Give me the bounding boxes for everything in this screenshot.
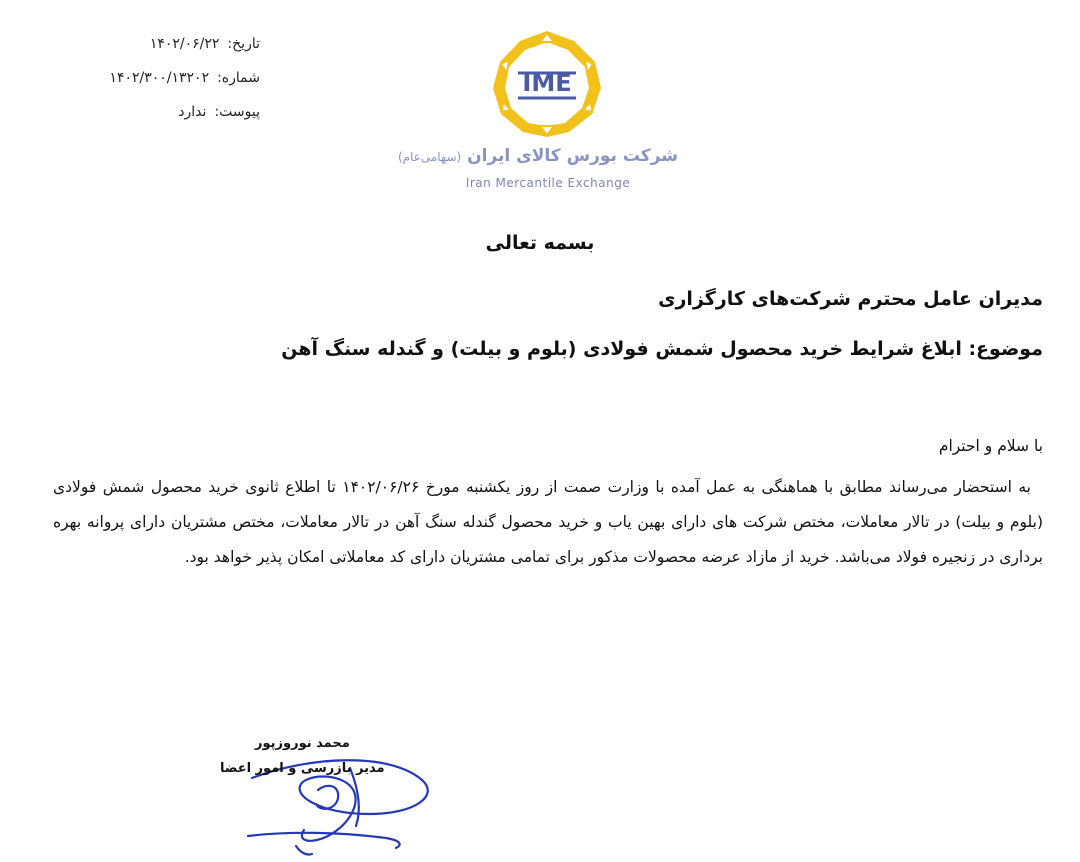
company-name-fa bbox=[397, 146, 678, 166]
ime-logo bbox=[397, 28, 678, 198]
date-row bbox=[70, 30, 260, 64]
greeting-line: با سلام و احترام bbox=[938, 437, 1043, 455]
attachment-label: پیوست: bbox=[214, 104, 260, 120]
number-row bbox=[70, 64, 260, 98]
company-name-fa-suffix: (سهامی‌عام) bbox=[397, 150, 462, 164]
letter-body: به استحضار می‌رساند مطابق با هماهنگی به عمل آمده با وزارت صمت از روز یکشنبه مورخ ۱۴۰۲/۰۶/۲۶ تا اطلاع ثانوی خرید محصول شمش فولادی (بلوم و بیلت) در تالار معاملات، مختص شرکت های دارای بهین یاب و خرید محصول گندله سنگ آهن در تالار معاملات، مختص مشتریان دارای پروانه بهره برداری در زنجیره فولاد می‌باشد. خرید از مازاد عرضه محصولات مذکور برای تمامی مشتریان دارای کد معاملاتی امکان پذیر خواهد بود. bbox=[53, 478, 1043, 566]
signatory-title: مدیر بازرسی و امور اعضا bbox=[220, 761, 385, 776]
signatory-name: محمد نوروزپور bbox=[255, 736, 350, 751]
number-label: شماره: bbox=[217, 70, 260, 86]
company-name-fa-main: شرکت بورس کالای ایران bbox=[467, 146, 678, 166]
signature-block bbox=[200, 728, 440, 862]
recipient-line: مدیران عامل محترم شرکت‌های کارگزاری bbox=[658, 288, 1043, 310]
company-name-en: Iran Mercantile Exchange bbox=[465, 176, 631, 190]
ime-emblem-icon bbox=[488, 28, 606, 138]
date-label: تاریخ: bbox=[227, 36, 260, 52]
attachment-row bbox=[70, 98, 260, 132]
subject-line: موضوع: ابلاغ شرایط خرید محصول شمش فولادی (بلوم و بیلت) و گندله سنگ آهن bbox=[281, 338, 1043, 360]
date-value: ۱۴۰۲/۰۶/۲۲ bbox=[149, 36, 220, 52]
bismillah-heading: بسمه تعالی bbox=[485, 232, 595, 254]
attachment-value: ندارد bbox=[178, 104, 207, 120]
svg-text:IME: IME bbox=[522, 69, 572, 97]
number-value: ۱۴۰۲/۳۰۰/۱۳۲۰۲ bbox=[109, 70, 210, 86]
letter-meta bbox=[70, 30, 260, 132]
